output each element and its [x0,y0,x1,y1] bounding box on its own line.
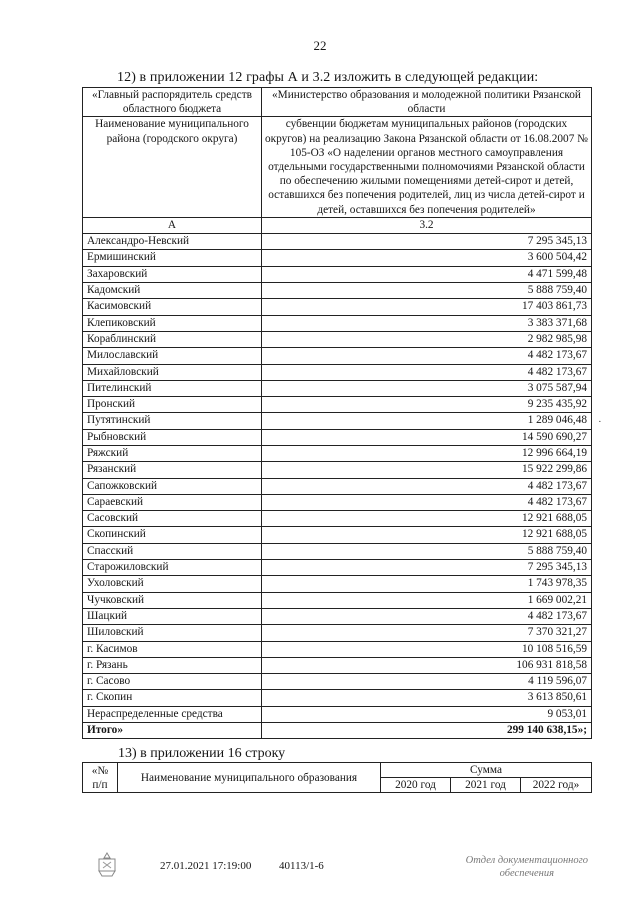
table-row [83,364,592,380]
table-row [83,283,592,299]
municipality-name: г. Сасово [83,674,262,690]
municipality-name: г. Касимов [83,641,262,657]
column-label-3-2: 3.2 [262,217,592,233]
municipality-name: Михайловский [83,364,262,380]
table-row [83,608,592,624]
table-header-row-2 [83,117,592,217]
subvention-amount: 2 982 985,98 [262,331,592,347]
subvention-amount: 4 119 596,07 [262,674,592,690]
table-row [83,478,592,494]
table-row [83,413,592,429]
table-total-row [83,723,592,739]
table-row [83,299,592,315]
sub-col-year-2022: 2022 год» [521,778,592,793]
subvention-amount: 15 922 299,86 [262,462,592,478]
department-stamp [466,854,588,880]
subvention-amount: 3 600 504,42 [262,250,592,266]
municipality-name: Нераспределенные средства [83,706,262,722]
municipality-name: Милославский [83,348,262,364]
table-row [83,543,592,559]
subvention-amount: 5 888 759,40 [262,543,592,559]
municipality-name: Клепиковский [83,315,262,331]
total-label: Итого» [83,723,262,739]
municipality-name: Кораблинский [83,331,262,347]
subvention-amount: 7 370 321,27 [262,625,592,641]
table-row [83,657,592,673]
subvention-amount: 9 235 435,92 [262,397,592,413]
subvention-table [82,87,592,739]
table-row [83,234,592,250]
subvention-amount: 5 888 759,40 [262,283,592,299]
column-label-a: А [83,217,262,233]
table-row [83,315,592,331]
subvention-amount: 9 053,01 [262,706,592,722]
table-row [83,706,592,722]
municipality-name: г. Рязань [83,657,262,673]
municipality-name: Ухоловский [83,576,262,592]
table-row [83,331,592,347]
subvention-amount: 1 743 978,35 [262,576,592,592]
municipality-name: Старожиловский [83,560,262,576]
table-row [83,462,592,478]
subvention-amount: 4 482 173,67 [262,364,592,380]
table-row [83,494,592,510]
municipality-name: Пронский [83,397,262,413]
header-municipality-name: Наименование муниципального района (городского округа) [83,117,262,217]
municipality-name: Рязанский [83,462,262,478]
municipality-name: Рыбновский [83,429,262,445]
municipality-name: Касимовский [83,299,262,315]
subvention-amount: 17 403 861,73 [262,299,592,315]
subvention-amount: 12 921 688,05 [262,527,592,543]
municipality-name: Шиловский [83,625,262,641]
subvention-amount: 12 996 664,19 [262,445,592,461]
stamp-line-1: Отдел документационного [465,855,588,866]
header-subvention-description: субвенции бюджетам муниципальных районов (городских округов) на реализацию Закона Рязанской области от 16.08.2007 № 105-ОЗ «О наделении органов местного самоуправления отдельными государственными полномочиями Рязанской области по обеспечению жилыми помещениями детей-сирот и детей, оставшихся без попечения родителей, лиц из числа детей-сирот и детей, оставшихся без попечения родителей» [262,117,592,217]
table-row [83,266,592,282]
municipality-name: Чучковский [83,592,262,608]
subvention-amount: 10 108 516,59 [262,641,592,657]
subvention-amount: 4 482 173,67 [262,348,592,364]
table-row [83,560,592,576]
subvention-amount: 1 289 046,48 [262,413,592,429]
subvention-amount: 14 590 690,27 [262,429,592,445]
subvention-amount: 106 931 818,58 [262,657,592,673]
table-column-labels [83,217,592,233]
table-row [83,576,592,592]
total-value: 299 140 638,15»; [262,723,592,739]
table-row [83,527,592,543]
header-chief-administrator: «Главный распорядитель средств областного бюджета [83,88,262,117]
table-row [83,445,592,461]
subvention-amount: 12 921 688,05 [262,511,592,527]
table-row [83,625,592,641]
appendix-16-header-table [82,762,592,793]
municipality-name: Кадомский [83,283,262,299]
table-row [83,511,592,527]
table-header-row-1 [83,88,592,117]
municipality-name: Сасовский [83,511,262,527]
subvention-amount: 3 383 371,68 [262,315,592,331]
municipality-name: Сапожковский [83,478,262,494]
table-row [83,641,592,657]
regional-emblem-icon [92,850,122,880]
municipality-name: Шацкий [83,608,262,624]
table-row [83,592,592,608]
footer-datetime: 27.01.2021 17:19:00 [160,860,252,872]
municipality-name: Ряжский [83,445,262,461]
subvention-amount: 7 295 345,13 [262,234,592,250]
table-row [83,348,592,364]
stamp-line-2: обеспечения [499,868,554,879]
subvention-amount: 7 295 345,13 [262,560,592,576]
sub-col-number: «№ п/п [83,763,118,793]
municipality-name: Сараевский [83,494,262,510]
municipality-name: Захаровский [83,266,262,282]
header-ministry: «Министерство образования и молодежной политики Рязанской области [262,88,592,117]
table-row [83,397,592,413]
sub-col-year-2021: 2021 год [451,778,521,793]
table-row [83,380,592,396]
section-13-heading: 13) в приложении 16 строку [118,746,286,761]
municipality-name: Александро-Невский [83,234,262,250]
footer-doc-number: 40113/1-6 [279,860,324,872]
subvention-amount: 3 075 587,94 [262,380,592,396]
margin-mark: · [598,416,602,428]
subvention-amount: 1 669 002,21 [262,592,592,608]
table-row [83,674,592,690]
table-row [83,429,592,445]
sub-col-sum: Сумма [381,763,592,778]
table-row [83,690,592,706]
municipality-name: Скопинский [83,527,262,543]
subvention-amount: 4 482 173,67 [262,494,592,510]
subvention-amount: 4 471 599,48 [262,266,592,282]
section-12-heading: 12) в приложении 12 графы А и 3.2 изложить в следующей редакции: [117,70,539,85]
municipality-name: Путятинский [83,413,262,429]
page-number: 22 [313,38,327,53]
municipality-name: Ермишинский [83,250,262,266]
subvention-amount: 4 482 173,67 [262,608,592,624]
municipality-name: г. Скопин [83,690,262,706]
subvention-amount: 3 613 850,61 [262,690,592,706]
table-body [83,234,592,723]
subvention-amount: 4 482 173,67 [262,478,592,494]
sub-col-municipality: Наименование муниципального образования [118,763,381,793]
sub-col-year-2020: 2020 год [381,778,451,793]
municipality-name: Пителинский [83,380,262,396]
table-row [83,250,592,266]
municipality-name: Спасский [83,543,262,559]
